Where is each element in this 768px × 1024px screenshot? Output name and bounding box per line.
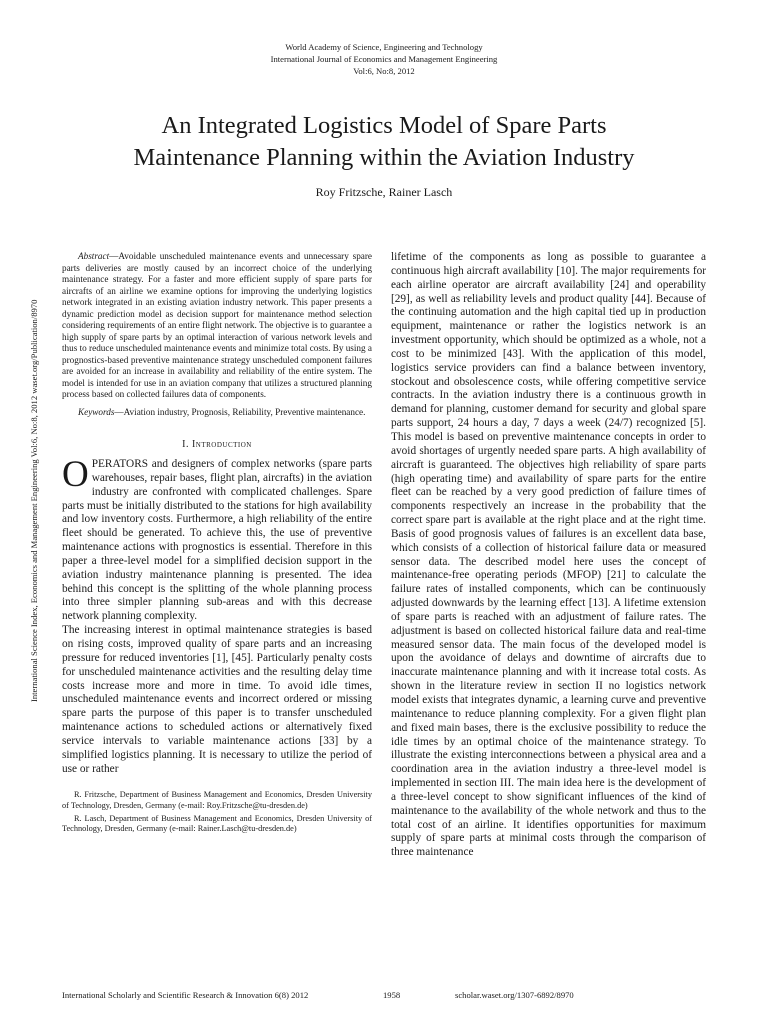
drop-cap: O [62,454,89,495]
keywords-label: Keywords [78,406,115,417]
paper-authors: Roy Fritzsche, Rainer Lasch [315,185,453,199]
keywords [62,407,372,419]
keywords-text: —Aviation industry, Prognosis, Reliability, Preventive maintenance. [114,406,366,417]
page-number: 1958 [383,990,401,1000]
journal-volume: Vol:6, No:8, 2012 [353,66,415,76]
abstract [62,251,372,401]
section-title: Introduction [191,439,252,450]
section-number: I. [182,439,189,450]
paper-title [20,110,748,174]
footnote: R. Fritzsche, Department of Business Management and Economics, Dresden University of Technology, Dresden, Germany (e-mail: Roy.Fritzsche@tu-dresden.de) [62,790,372,810]
left-column [62,251,372,838]
sidebar-citation [28,299,40,702]
footer-publisher: International Scholarly and Scientific Research & Innovation 6(8) 2012 [62,990,309,1000]
intro-paragraph [62,454,372,624]
footnote: R. Lasch, Department of Business Management and Economics, Dresden University of Technology, Dresden, Germany (e-mail: Rainer.Lasch@tu-dresden.de) [62,814,372,834]
journal-header-line: International Journal of Economics and Management Engineering [270,54,498,64]
paper-title-line: An Integrated Logistics Model of Spare Parts [161,112,607,139]
right-column: lifetime of the components as long as possible to guarantee a continuous high aircraft availability [10]. The major requirements for each airline operator are aircraft availability [24] and operability [29], as well as reliability levels and product quality [44]. Because of the continuing automation and the high capital tied up in production equipment, maintenance or rather the logistics network is an investment opportunity, which should be optimized as a whole, not a cost to be minimized [43]. With the application of this model, logistics service providers can find a balance between inventory, stockout and obsolescence costs, while offering competitive service contracts. In the aviation industry there is a continuous growth in demand for planning, customer demand for security and global spare parts support, 24 hours a day, 7 days a week (24/7) recognized [5]. This model is based on preventive maintenance concepts in order to avoid shortages of urgently needed spare parts. A high availability of aircraft is guaranteed. The objectives high reliability of spare parts (high operating time) and availability of spare parts for the entire fleet can be reached by a very good prediction of failure times of components respectively an increase in the probability that the correct spare part is available at the right place and at the right time. Basis of good prognosis values of failures is an excellent data base, which consists of a collection of historical failure data or measured sensor data. The described model here uses the concept of maintenance-free operating periods (MFOP) [21] to calculate the failure rates of installed components, which can be continuously adjusted downwards by the learning effect [13]. A lifetime extension of spare parts is reached with an adjustment of failure rates. The adjustment is based on collected historical failure data and real-time measured sensor data. The main focus of the developed model is upon the avoidance of delays and downtime of aircrafts due to inaccurate maintenance planning and with it increase total costs. As shown in the literature review in section II no logistics network model exists that integrates dynamic, a learning curve and preventive maintenance to reduce planning complexity. For a given flight plan and fixed main bases, there is the exclusive possibility to reduce the idle times by an optimal choice of the maintenance strategy. To illustrate the existing interconnections between a physical area and a coordination area in the aviation industry a three-level model is implemented in section III. The main idea here is the development of a three-level concept to show significant influences of the kind of maintenance to the availability of the whole network and thus to the total cost of an airline. It identifies opportunities for maximum supply of spare parts at minimal costs through the comparison of three maintenance [391,251,706,859]
footer-url[interactable]: scholar.waset.org/1307-6892/8970 [455,990,574,1000]
footnotes [62,790,372,834]
abstract-label: Abstract [78,251,110,261]
lead-word: PERATORS [91,458,149,470]
section-heading [62,439,372,450]
abstract-text: —Avoidable unscheduled maintenance events and unnecessary spare parts deliveries are mostly caused by an incorrect choice of the underlying maintenance strategy. For a faster and more efficient supply of spare parts for aircrafts of an airline we examine options for improving the underlying logistics network integrated in an existing aviation industry network. This paper presents a dynamic prediction model as decision support for maintenance method selection considering requirements of an entire flight network. The objective is to guarantee a high supply of spare parts by an optimal interaction of various network levels and thus to reduce unscheduled maintenance events and minimize total costs. By using a prognostics-based preventive maintenance strategy unscheduled component failures are avoided for an increase in availability and reliability of the entire system. The model is intended for use in an aviation company that utilizes a structured planning process based on collected failures data of components. [62,251,372,399]
sidebar-citation-text: International Science Index, Economics and Management Engineering Vol:6, No:8, 2012 waset.org/Publication/8970 [29,299,39,702]
journal-header-line: World Academy of Science, Engineering and Technology [285,42,483,52]
intro-text: and designers of complex networks (spare parts warehouses, repair bases, flight plan, aircrafts) in the aviation industry are confronted with complicated challenges. Spare parts must be initially distributed to the stations for high availability and low inventory costs. Furthermore, a high reliability of the entire fleet should be generated. To achieve this, the use of preventive maintenance actions with prognostics is essential. Therefore in this paper a three-level model for a simplified decision support in the aviation industry maintenance planning is presented. The idea behind this concept is the splitting of the whole planning process into three simpler planning sub-areas and with this decrease network planning complexity. [62,458,372,623]
paper-title-line: Maintenance Planning within the Aviation Industry [133,144,635,171]
journal-header [0,41,768,77]
intro-paragraph: The increasing interest in optimal maintenance strategies is based on rising costs, improved quality of spare parts and an increasing pressure for reduced inventories [1], [45]. Particularly penalty costs for unscheduled maintenance activities and the resulting delay time costs increase more and more in time. To avoid idle times, unscheduled maintenance events and incorrect ordered or missing spare parts the purpose of this paper is to transfer unscheduled maintenance actions to scheduled actions or alternatively fixed service intervals to variable maintenance actions [33] by a simplified logistics planning. It is necessary to utilize the period of use or rather [62,624,372,775]
